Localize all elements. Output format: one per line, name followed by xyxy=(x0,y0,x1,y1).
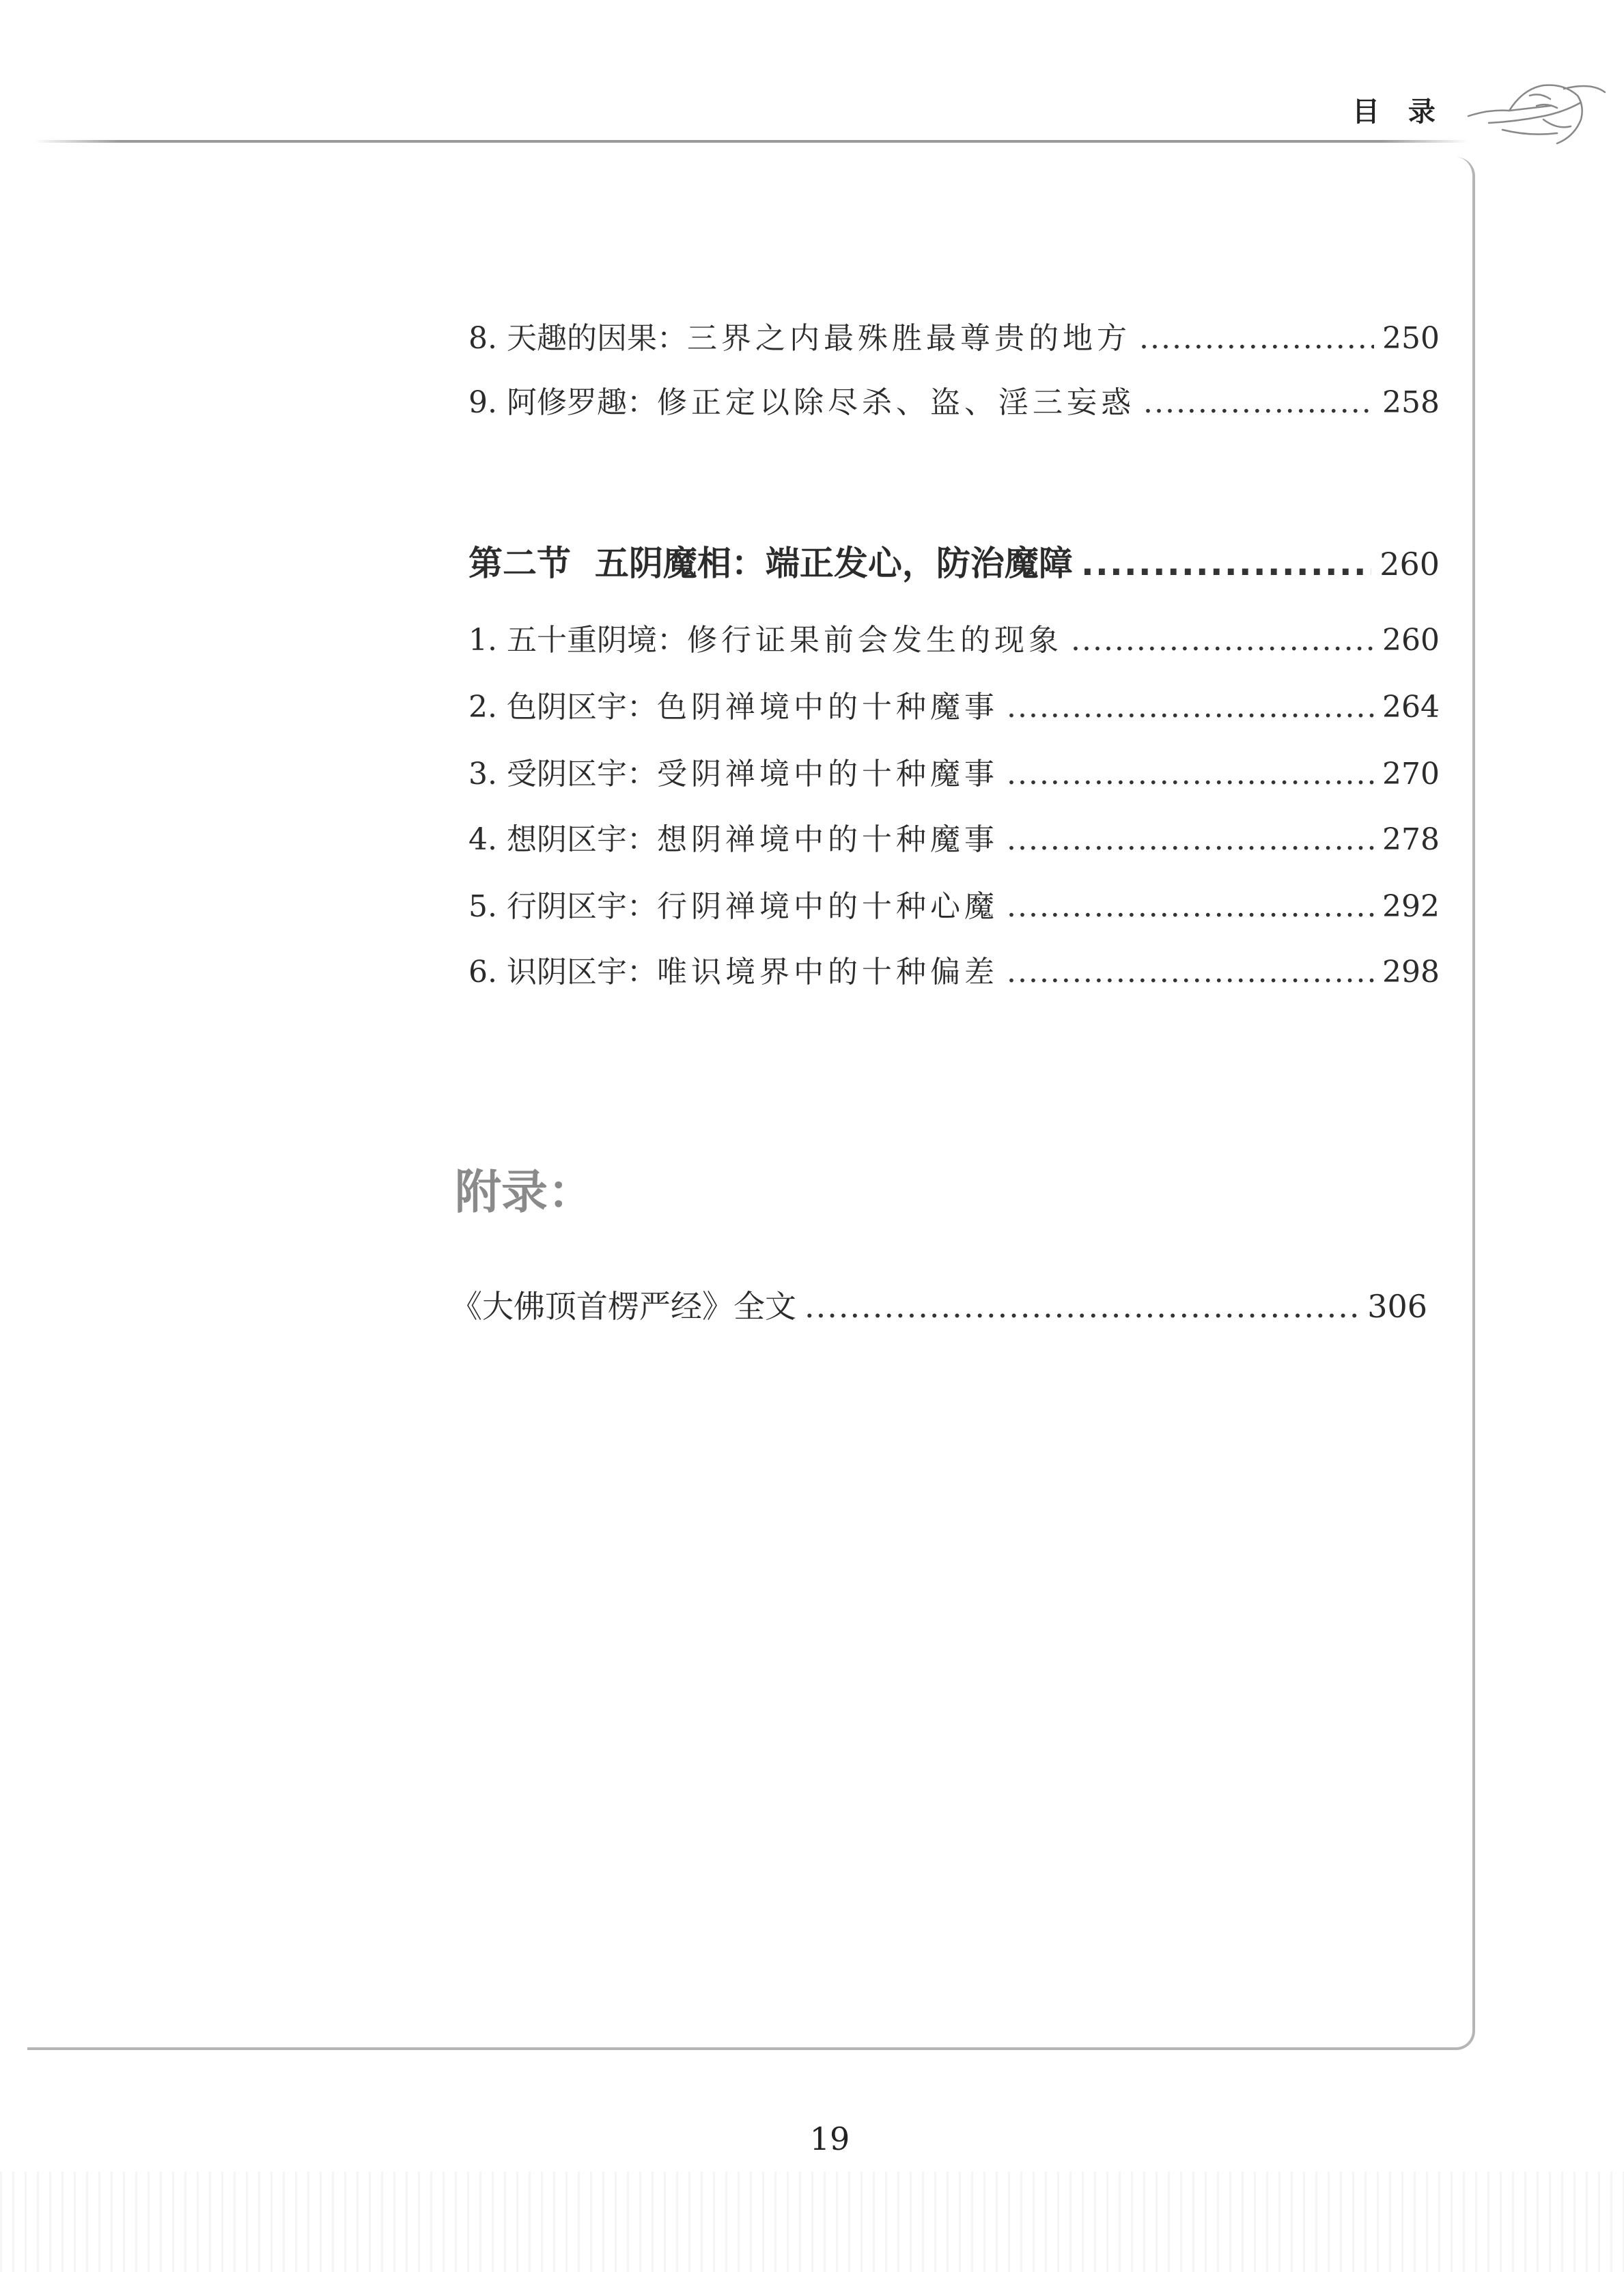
leader-dots xyxy=(1139,324,1374,354)
leader-dots xyxy=(1007,892,1374,922)
toc-entry-title-main: 行阴区宇： xyxy=(506,889,657,924)
leader-dots xyxy=(1143,388,1374,418)
toc-entry-number: 8. xyxy=(468,321,497,356)
leader-dots xyxy=(1007,759,1374,789)
toc-entry-1 xyxy=(468,623,1440,658)
toc-entry-page: 292 xyxy=(1382,889,1440,924)
appendix-entry-title: 《大佛顶首楞严经》全文 xyxy=(451,1288,796,1325)
toc-entry-title-main: 五十重阴境： xyxy=(506,623,687,658)
toc-entry-page: 260 xyxy=(1382,623,1440,658)
leader-dots xyxy=(1007,957,1374,987)
toc-entry-number: 1. xyxy=(468,623,497,658)
header-rule xyxy=(34,140,1468,143)
toc-entry-title-main: 色阴区宇： xyxy=(506,690,657,725)
toc-entry-9 xyxy=(468,385,1440,420)
toc-entry-number: 5. xyxy=(468,889,497,924)
toc-entry-2 xyxy=(468,692,1440,723)
toc-entry-title-sub: 受阴禅境中的十种魔事 xyxy=(656,757,998,791)
section-heading-page: 260 xyxy=(1380,546,1440,583)
section-heading-title: 第二节 五阴魔相：端正发心，防治魔障 xyxy=(468,544,1073,583)
toc-entry-title-sub: 想阴禅境中的十种魔事 xyxy=(656,822,998,857)
toc-entry-title-main: 识阴区宇： xyxy=(506,955,657,990)
toc-entry-title-sub: 唯识境界中的十种偏差 xyxy=(656,955,998,990)
toc-entry-title-sub: 三界之内最殊胜最尊贵的地方 xyxy=(686,321,1131,356)
section-heading-entry xyxy=(468,544,1440,583)
toc-entry-number: 9. xyxy=(468,385,497,420)
toc-entry-title-main: 受阴区宇： xyxy=(506,757,657,791)
toc-entry-5 xyxy=(468,889,1440,924)
appendix-entry-page: 306 xyxy=(1367,1288,1427,1325)
toc-entry-8 xyxy=(468,321,1440,356)
bottom-decorative-texture xyxy=(0,2172,1624,2272)
toc-entry-page: 250 xyxy=(1382,321,1440,356)
toc-entry-page: 278 xyxy=(1382,822,1440,857)
toc-entry-4 xyxy=(468,822,1440,857)
page-number: 19 xyxy=(809,2120,850,2157)
running-header-title: 目 录 xyxy=(1352,96,1445,128)
leader-dots xyxy=(1007,692,1374,723)
toc-entry-title-sub: 行阴禅境中的十种心魔 xyxy=(656,889,998,924)
toc-entry-title-main: 天趣的因果： xyxy=(506,321,687,356)
toc-entry-number: 6. xyxy=(468,955,497,990)
leader-dots xyxy=(1081,546,1371,580)
appendix-heading: 附录： xyxy=(455,1166,595,1220)
writing-hand-icon xyxy=(1461,68,1612,157)
toc-entry-title-sub: 修正定以除尽杀、盗、淫三妄惑 xyxy=(656,385,1135,420)
toc-entry-page: 264 xyxy=(1382,690,1440,725)
toc-entry-6 xyxy=(468,955,1440,990)
toc-entry-page: 270 xyxy=(1382,757,1440,791)
toc-entry-page: 298 xyxy=(1382,955,1440,990)
toc-entry-title-sub: 修行证果前会发生的现象 xyxy=(686,623,1063,658)
toc-entry-title-main: 想阴区宇： xyxy=(506,822,657,857)
toc-entry-page: 258 xyxy=(1382,385,1440,420)
toc-entry-number: 2. xyxy=(468,690,497,725)
leader-dots xyxy=(1071,626,1374,656)
toc-entry-3 xyxy=(468,759,1440,789)
toc-entry-number: 4. xyxy=(468,822,497,857)
appendix-entry xyxy=(451,1288,1427,1325)
content-panel-frame xyxy=(27,157,1475,2050)
leader-dots xyxy=(1007,825,1374,855)
toc-entry-title-sub: 色阴禅境中的十种魔事 xyxy=(656,690,998,725)
toc-entry-number: 3. xyxy=(468,757,497,791)
toc-entry-title-main: 阿修罗趣： xyxy=(506,385,657,420)
leader-dots xyxy=(804,1291,1359,1322)
